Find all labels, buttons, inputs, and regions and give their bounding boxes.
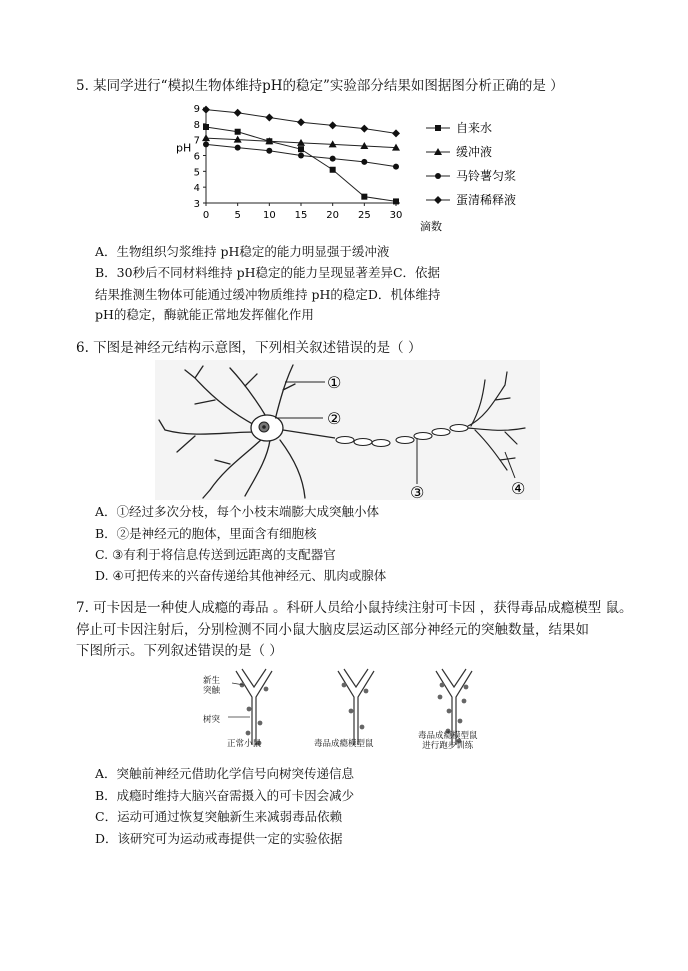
- x-axis-label: 滴数: [420, 220, 442, 233]
- data-point: [393, 164, 399, 170]
- data-point: [330, 167, 336, 173]
- y-tick-label: 5: [193, 167, 200, 179]
- synapse-spine: [247, 707, 252, 712]
- x-tick-label: 10: [262, 210, 276, 221]
- q5-option-d-cont: pH的稳定，酶就能正常地发挥催化作用: [95, 307, 314, 322]
- synapse-spine: [438, 695, 443, 700]
- data-point: [266, 148, 272, 154]
- data-point: [203, 124, 209, 130]
- q7-option-c: C．运动可通过恢复突触新生来减弱毒品依赖: [95, 809, 343, 824]
- q6-option-b: B．②是神经元的胞体，里面含有细胞核: [95, 526, 317, 541]
- synapse-spine: [462, 699, 467, 704]
- data-point: [202, 134, 210, 141]
- q6-stem: 6. 下图是神经元结构示意图，下列相关叙述错误的是（ ）: [76, 340, 422, 356]
- dendrite-outline: [338, 669, 374, 745]
- synapse-spine: [464, 685, 469, 690]
- synapse-spine: [364, 689, 369, 694]
- y-tick-label: 9: [193, 104, 200, 115]
- y-tick-label: 4: [193, 183, 200, 195]
- x-tick-label: 0: [202, 210, 210, 221]
- caption-addicted-running: 毒品成瘾模型鼠 进行跑步训练: [418, 731, 478, 751]
- x-tick-label: 15: [294, 210, 308, 221]
- data-point: [361, 194, 367, 200]
- data-point: [392, 129, 400, 137]
- synapse-spine: [264, 687, 269, 692]
- y-axis-label: pH: [176, 141, 192, 155]
- data-point: [202, 106, 210, 114]
- neuron-diagram: [155, 360, 540, 500]
- data-point: [297, 118, 305, 126]
- q7-stem-line-3: 下图所示。下列叙述错误的是（ ）: [76, 643, 283, 659]
- q6-option-c: C. ③有利于将信息传送到远距离的支配器官: [95, 547, 336, 562]
- q7-option-d: D．该研究可为运动戒毒提供一定的实验依据: [95, 831, 343, 846]
- data-point: [360, 125, 368, 133]
- data-point: [203, 141, 209, 147]
- data-point: [329, 121, 337, 129]
- new-synapse-label: 新生 突触: [203, 676, 221, 696]
- y-tick-label: 8: [193, 119, 200, 131]
- synapse-spine: [360, 725, 365, 730]
- q5-stem: 5. 某同学进行“模拟生物体维持pH的稳定”实验部分结果如图据图分析正确的是 ）: [76, 78, 564, 94]
- synapse-spine: [246, 731, 251, 736]
- legend-label-1: 缓冲液: [456, 145, 493, 159]
- data-point: [298, 153, 304, 159]
- dendrite-label: 树突: [203, 715, 221, 725]
- data-point: [265, 114, 273, 122]
- neuron-label-1: ①: [327, 373, 342, 392]
- q5-option-b: B．30秒后不同材料维持 pH稳定的能力呈现显著差异C．依据: [95, 265, 441, 280]
- q7-option-b: B．成瘾时维持大脑兴奋需摄入的可卡因会减少: [95, 788, 355, 803]
- y-tick-label: 3: [193, 199, 200, 210]
- x-tick-label: 5: [234, 210, 241, 221]
- legend-label-0: 自来水: [456, 121, 493, 135]
- y-tick-label: 7: [193, 135, 200, 147]
- x-tick-label: 20: [326, 210, 340, 221]
- dendrite-outline: [236, 669, 272, 745]
- data-point: [235, 129, 241, 135]
- synapse-spine: [440, 683, 445, 688]
- x-tick-label: 30: [389, 210, 403, 221]
- legend-label-3: 蛋清稀释液: [456, 193, 517, 207]
- neuron-label-4: ④: [511, 479, 526, 498]
- q6-option-d: D. ④可把传来的兴奋传递给其他神经元、肌肉或腺体: [95, 568, 387, 583]
- series-line-0: [206, 127, 396, 201]
- q7-option-a: A．突触前神经元借助化学信号向树突传递信息: [95, 766, 355, 781]
- q6-option-a: A．①经过多次分枝，每个小枝末端膨大成突触小体: [95, 504, 380, 519]
- caption-addicted-mouse: 毒品成瘾模型鼠: [314, 739, 374, 749]
- y-tick-label: 6: [193, 151, 200, 163]
- legend-label-2: 马铃薯匀浆: [456, 169, 517, 183]
- q7-stem-line-1: 7. 可卡因是一种使人成瘾的毒品 。科研人员给小鼠持续注射可卡因 ，获得毒品成瘾模型 鼠。: [76, 600, 633, 616]
- legend-marker-0: [435, 125, 441, 131]
- synapse-spine: [342, 683, 347, 688]
- x-tick-label: 25: [357, 210, 371, 221]
- data-point: [235, 145, 241, 151]
- neuron-label-3: ③: [410, 483, 425, 500]
- data-point: [361, 159, 367, 165]
- q5-option-b-cont: 结果推测生物体可能通过缓冲物质维持 pH的稳定D．机体维持: [95, 287, 441, 302]
- synapse-spine: [458, 719, 463, 724]
- synapse-spine: [349, 709, 354, 714]
- q5-option-a: A．生物组织匀浆维持 pH稳定的能力明显强于缓冲液: [95, 244, 390, 259]
- ph-line-chart: [168, 100, 528, 235]
- legend-marker-3: [434, 196, 442, 204]
- data-point: [234, 109, 242, 117]
- data-point: [298, 146, 304, 152]
- data-point: [393, 198, 399, 204]
- caption-normal-mouse: 正常小鼠: [227, 739, 262, 749]
- synapse-spine: [447, 709, 452, 714]
- data-point: [330, 156, 336, 162]
- q7-stem-line-2: 停止可卡因注射后，分别检测不同小鼠大脑皮层运动区部分神经元的突触数量，结果如: [76, 622, 589, 638]
- neuron-label-2: ②: [327, 409, 342, 428]
- synapse-spine: [258, 721, 263, 726]
- legend-marker-2: [435, 173, 441, 179]
